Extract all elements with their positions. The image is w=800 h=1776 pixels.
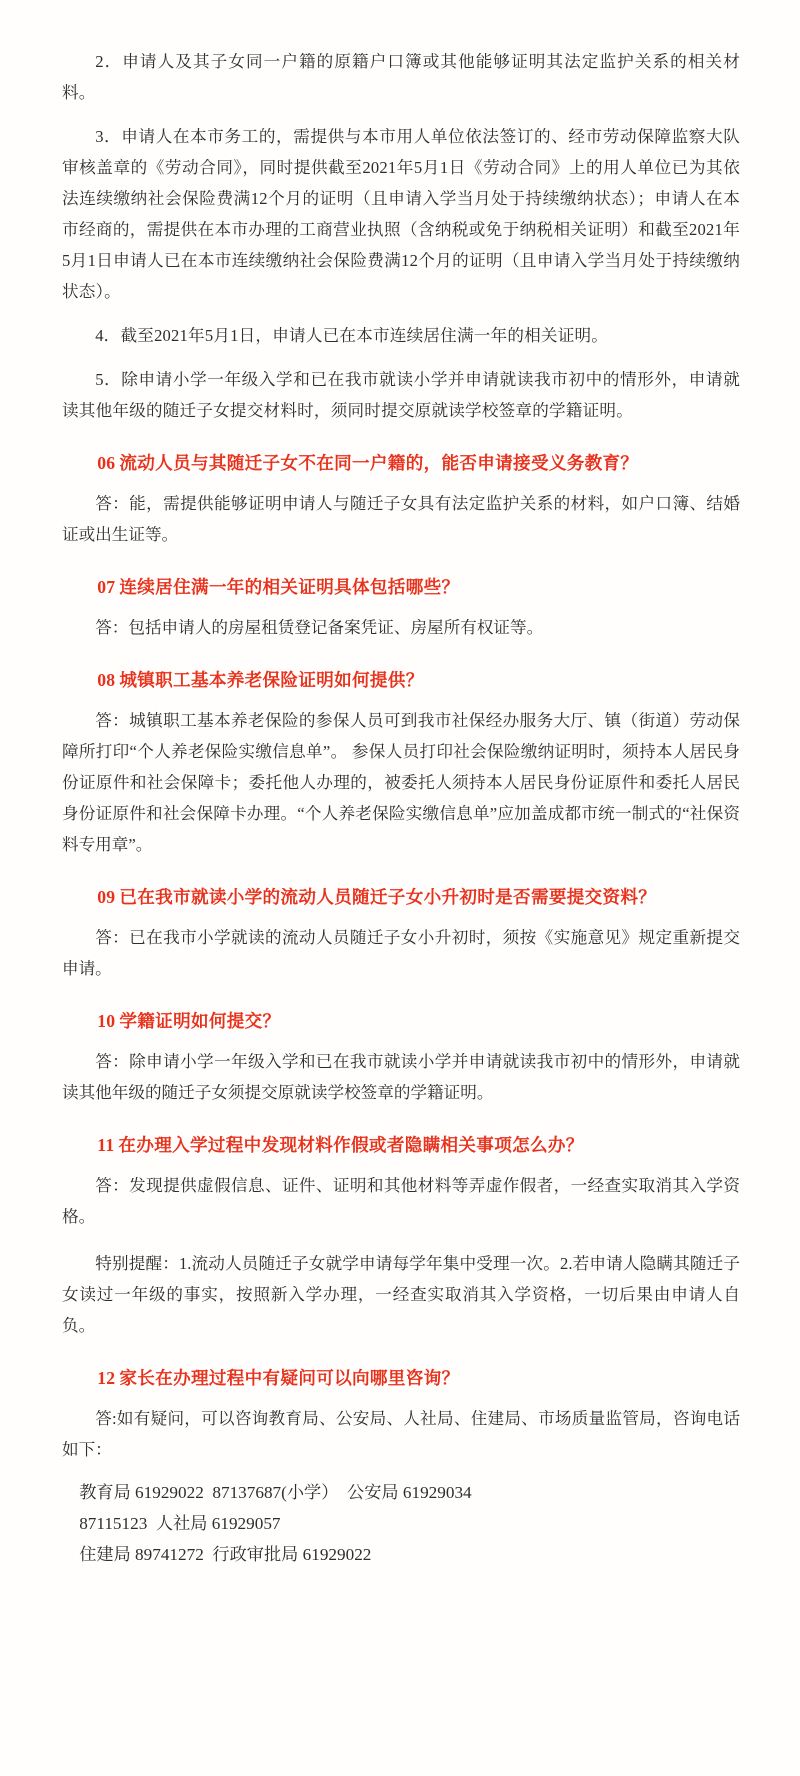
question-text: 连续居住满一年的相关证明具体包括哪些？ bbox=[119, 577, 460, 597]
question-text: 家长在办理过程中有疑问可以向哪里咨询？ bbox=[119, 1368, 460, 1388]
question-text: 流动人员与其随迁子女不在同一户籍的，能否申请接受义务教育？ bbox=[119, 453, 639, 473]
answer-07: 答：包括申请人的房屋租赁登记备案凭证、房屋所有权证等。 bbox=[95, 618, 544, 637]
answer-09: 答：已在我市小学就读的流动人员随迁子女小升初时，须按《实施意见》规定重新提交申请。 bbox=[62, 928, 740, 978]
question-number: 08 bbox=[97, 670, 116, 690]
special-note: 特别提醒：1.流动人员随迁子女就学申请每学年集中受理一次。2.若申请人隐瞒其随迁子女读过一年级的事实，按照新入学办理，一经查实取消其入学资格，一切后果由申请人自负。 bbox=[62, 1254, 740, 1335]
answer-06: 答：能，需提供能够证明申请人与随迁子女具有法定监护关系的材料，如户口簿、结婚证或出生证等。 bbox=[62, 494, 740, 544]
answer-12: 答:如有疑问，可以咨询教育局、公安局、人社局、住建局、市场质量监管局，咨询电话如下： bbox=[62, 1409, 740, 1459]
question-number: 07 bbox=[97, 577, 116, 597]
question-number: 10 bbox=[97, 1011, 116, 1031]
question-text: 已在我市就读小学的流动人员随迁子女小升初时是否需要提交资料？ bbox=[119, 887, 657, 907]
answer-08: 答：城镇职工基本养老保险的参保人员可到我市社保经办服务大厅、镇（街道）劳动保障所打印“个人养老保险实缴信息单”。 参保人员打印社会保险缴纳证明时，须持本人居民身份证原件和社会保障卡；委托他人办理的，被委托人须持本人居民身份证原件和委托人居民身份证原件和社会保障卡办理。“个人养老保险实缴信息单”应加盖成都市统一制式的“社保资料专用章”。 bbox=[62, 711, 740, 854]
answer-11: 答：发现提供虚假信息、证件、证明和其他材料等弄虚作假者，一经查实取消其入学资格。 bbox=[62, 1176, 740, 1226]
question-number: 11 bbox=[97, 1135, 115, 1155]
question-text: 学籍证明如何提交？ bbox=[119, 1011, 281, 1031]
question-number: 12 bbox=[97, 1368, 116, 1388]
question-text: 城镇职工基本养老保险证明如何提供？ bbox=[119, 670, 424, 690]
question-number: 09 bbox=[97, 887, 116, 907]
answer-10: 答：除申请小学一年级入学和已在我市就读小学并申请就读我市初中的情形外，申请就读其他年级的随迁子女须提交原就读学校签章的学籍证明。 bbox=[62, 1052, 740, 1102]
question-number: 06 bbox=[97, 453, 116, 473]
phone-line: 87115123 人社局 61929057 bbox=[79, 1514, 281, 1533]
phone-line: 教育局 61929022 87137687(小学） 公安局 61929034 bbox=[79, 1483, 472, 1502]
question-heading-10 bbox=[62, 1006, 740, 1036]
phone-line: 住建局 89741272 行政审批局 61929022 bbox=[79, 1545, 372, 1564]
list-item: 2．申请人及其子女同一户籍的原籍户口簿或其他能够证明其法定监护关系的相关材料。 bbox=[62, 52, 740, 102]
question-text: 在办理入学过程中发现材料作假或者隐瞒相关事项怎么办？ bbox=[118, 1135, 584, 1155]
list-item: 4．截至2021年5月1日，申请人已在本市连续居住满一年的相关证明。 bbox=[95, 326, 609, 345]
list-item: 3．申请人在本市务工的，需提供与本市用人单位依法签订的、经市劳动保障监察大队审核盖章的《劳动合同》，同时提供截至2021年5月1日《劳动合同》上的用人单位已为其依法连续缴纳社会保险费满12个月的证明（且申请入学当月处于持续缴纳状态）；申请人在本市经商的，需提供在本市办理的工商营业执照（含纳税或免于纳税相关证明）和截至2021年5月1日申请人已在本市连续缴纳社会保险费满12个月的证明（且申请入学当月处于持续缴纳状态）。 bbox=[62, 127, 740, 301]
question-heading-07 bbox=[62, 572, 740, 602]
question-heading-09 bbox=[62, 882, 740, 912]
question-heading-06 bbox=[62, 448, 740, 478]
question-heading-11 bbox=[62, 1130, 740, 1160]
question-heading-08 bbox=[62, 665, 740, 695]
list-item: 5．除申请小学一年级入学和已在我市就读小学并申请就读我市初中的情形外，申请就读其他年级的随迁子女提交材料时，须同时提交原就读学校签章的学籍证明。 bbox=[62, 370, 740, 420]
question-heading-12 bbox=[62, 1363, 740, 1393]
phone-list bbox=[62, 1477, 740, 1570]
